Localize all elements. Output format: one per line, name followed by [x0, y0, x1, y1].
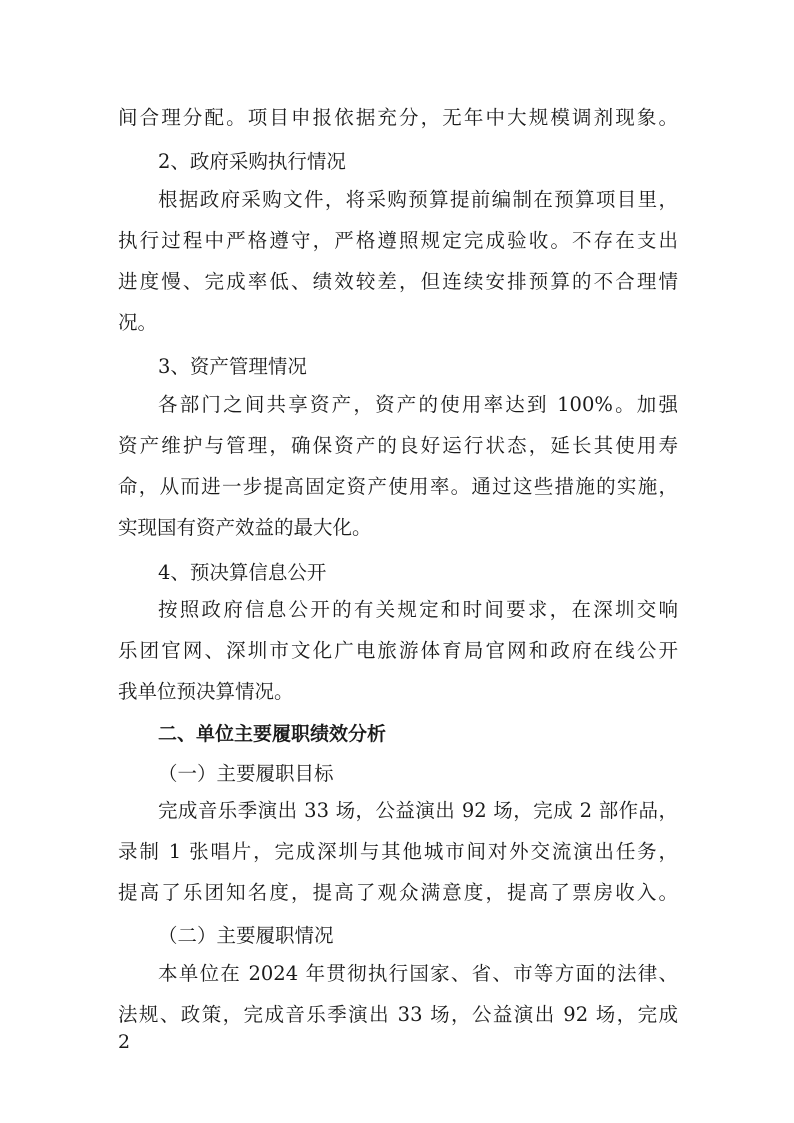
paragraph-line: 进度慢、完成率低、绩效较差，但连续安排预算的不合理情 — [118, 270, 678, 293]
paragraph-line: 本单位在 2024 年贯彻执行国家、省、市等方面的法律、 — [158, 962, 678, 985]
paragraph-line: 法规、政策，完成音乐季演出 33 场，公益演出 92 场，完成 — [118, 1003, 678, 1026]
subsection-heading: （二）主要履职情况 — [158, 924, 334, 947]
subsection-heading: 4、预决算信息公开 — [158, 561, 327, 584]
paragraph-line: 完成音乐季演出 33 场，公益演出 92 场，完成 2 部作品， — [158, 799, 678, 822]
paragraph-line: 提高了乐团知名度，提高了观众满意度，提高了票房收入。 — [118, 881, 678, 904]
paragraph-line: 按照政府信息公开的有关规定和时间要求，在深圳交响 — [158, 598, 678, 621]
paragraph-line: 各部门之间共享资产，资产的使用率达到 100%。加强 — [158, 393, 678, 416]
paragraph-line: 实现国有资产效益的最大化。 — [118, 516, 372, 539]
page-number: 2 — [118, 1031, 131, 1053]
paragraph-line: 执行过程中严格遵守，严格遵照规定完成验收。不存在支出 — [118, 229, 678, 252]
paragraph-line: 资产维护与管理，确保资产的良好运行状态，延长其使用寿 — [118, 434, 678, 457]
paragraph-line: 况。 — [118, 311, 158, 334]
paragraph-line: 我单位预决算情况。 — [118, 680, 294, 703]
subsection-heading: 2、政府采购执行情况 — [158, 150, 346, 173]
section-heading: 二、单位主要履职绩效分析 — [158, 723, 387, 745]
paragraph-line: 录制 1 张唱片，完成深圳与其他城市间对外交流演出任务， — [118, 840, 678, 863]
paragraph-line: 根据政府采购文件，将采购预算提前编制在预算项目里， — [158, 188, 678, 211]
paragraph-line: 间合理分配。项目申报依据充分，无年中大规模调剂现象。 — [118, 106, 678, 129]
subsection-heading: （一）主要履职目标 — [158, 762, 334, 785]
paragraph-line: 乐团官网、深圳市文化广电旅游体育局官网和政府在线公开 — [118, 639, 678, 662]
paragraph-line: 命，从而进一步提高固定资产使用率。通过这些措施的实施， — [118, 475, 678, 498]
subsection-heading: 3、资产管理情况 — [158, 355, 307, 378]
